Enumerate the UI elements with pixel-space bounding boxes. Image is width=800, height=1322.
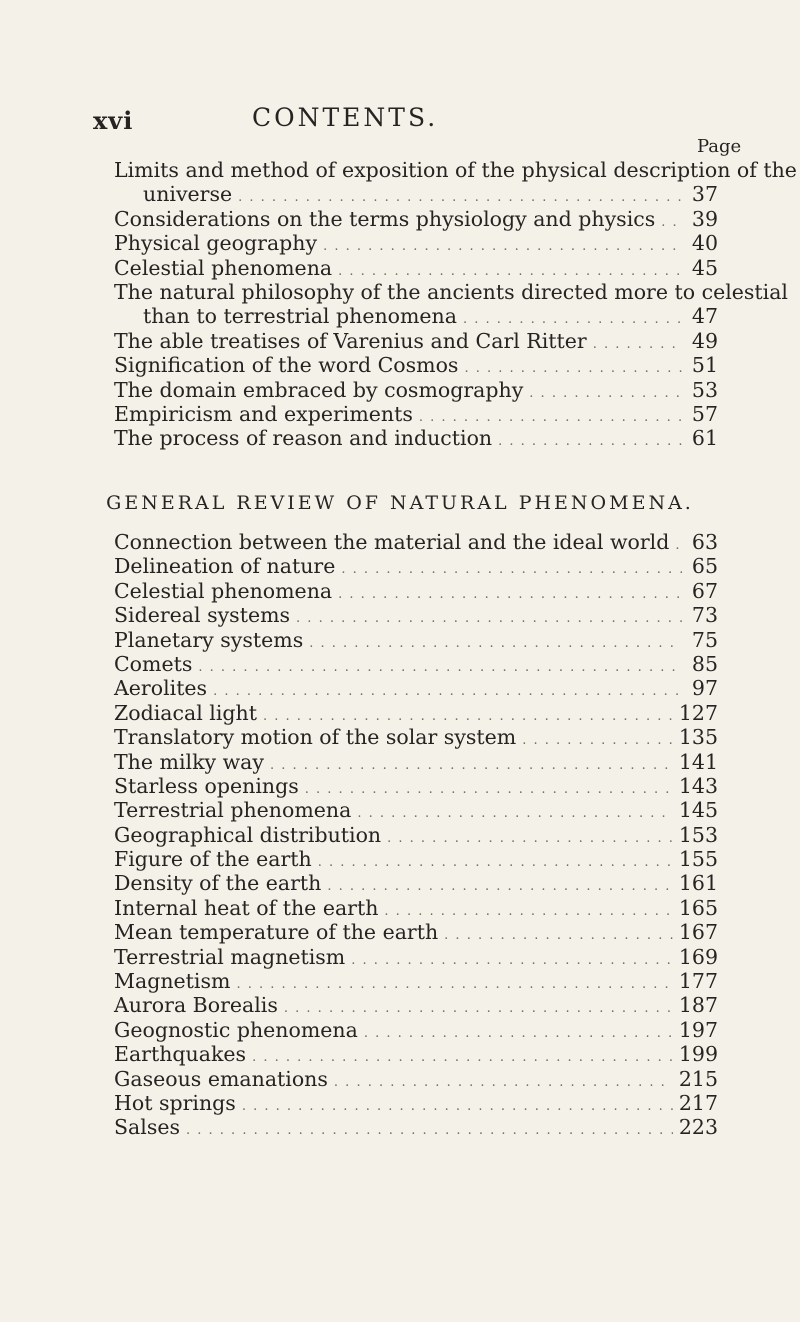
toc-page-number: 65 [691, 554, 718, 579]
toc-page-number: 127 [678, 700, 718, 725]
dot-leader [318, 851, 673, 875]
dot-leader [675, 534, 682, 558]
toc-entry [114, 1115, 718, 1139]
toc-page-number: 155 [678, 847, 718, 872]
dot-leader [198, 656, 682, 680]
toc-page-number: 153 [678, 822, 718, 847]
toc-entry [114, 579, 718, 603]
toc-page-number: 215 [678, 1066, 718, 1091]
toc-entry-title: Comets [114, 651, 193, 676]
toc-entry-title: Magnetism [114, 969, 231, 994]
toc-part-1 [114, 158, 797, 451]
toc-entry-title: Hot springs [114, 1090, 236, 1115]
dot-leader [305, 778, 673, 802]
dot-leader [387, 827, 673, 851]
section-heading: GENERAL REVIEW OF NATURAL PHENOMENA. [106, 492, 694, 514]
toc-entry [114, 530, 718, 554]
dot-leader [444, 924, 673, 948]
toc-entry [114, 993, 718, 1017]
dot-leader [522, 729, 673, 753]
toc-entry-title: Earthquakes [114, 1042, 247, 1067]
toc-entry [114, 920, 718, 944]
toc-entry: The domain embraced by cosmography . . . 53 [114, 378, 718, 402]
toc-entry-title: Aurora Borealis [114, 993, 278, 1018]
toc-page-number: 167 [678, 920, 718, 945]
toc-entry: than to terrestrial phenomena . . . 47 [114, 304, 718, 328]
toc-entry-title-line: The natural philosophy of the ancients directed more to celestial [114, 279, 788, 304]
toc-entry-title: Internal heat of the earth [114, 895, 379, 920]
toc-entry: Signification of the word Cosmos . . . 51 [114, 353, 718, 377]
toc-entry [114, 969, 718, 993]
toc-entry: The able treatises of Varenius and Carl Ritter . . . 49 [114, 329, 718, 353]
toc-entry-title: Geographical distribution [114, 822, 382, 847]
dot-leader [364, 1022, 673, 1046]
dot-leader [327, 875, 673, 899]
toc-page-number: 169 [678, 944, 718, 969]
toc-entry [114, 1018, 718, 1042]
toc-entry-title: Density of the earth [114, 871, 322, 896]
toc-entry: The process of reason and induction . . . 61 [114, 426, 718, 450]
toc-entry: Empiricism and experiments . . . 57 [114, 402, 718, 426]
toc-entry-title: The milky way [114, 749, 264, 774]
toc-entry [114, 798, 718, 822]
toc-entry-title: Starless openings [114, 773, 299, 798]
dot-leader [309, 632, 682, 656]
toc-entry-title: Terrestrial phenomena [114, 798, 352, 823]
dot-leader [186, 1119, 673, 1143]
toc-entry [114, 554, 718, 578]
toc-entry [114, 1067, 718, 1091]
toc-entry-title: Salses [114, 1115, 180, 1140]
toc-entry-title: Translatory motion of the solar system [114, 725, 517, 750]
toc-entry-title: Gaseous emanations [114, 1066, 328, 1091]
dot-leader [296, 607, 682, 631]
toc-page-number: 85 [691, 651, 718, 676]
toc-entry [114, 676, 718, 700]
toc-entry-title: Figure of the earth [114, 847, 312, 872]
toc-page-number: 187 [678, 993, 718, 1018]
toc-entry-title: Aerolites [114, 676, 208, 701]
toc-entry-title: Geognostic phenomena [114, 1017, 358, 1042]
running-head: CONTENTS. [252, 103, 439, 132]
toc-entry [114, 750, 718, 774]
toc-page-number: 67 [691, 578, 718, 603]
toc-entry [114, 774, 718, 798]
toc-entry [114, 1042, 718, 1066]
toc-page-number: 197 [678, 1017, 718, 1042]
dot-leader [236, 973, 672, 997]
toc-page-number: 161 [678, 871, 718, 896]
dot-leader [338, 583, 682, 607]
toc-entry-title: Terrestrial magnetism [114, 944, 346, 969]
page-number: xvi [93, 106, 134, 135]
toc-entry: Physical geography . . . 40 [114, 231, 718, 255]
toc-entry [114, 603, 718, 627]
toc-page-number: 135 [678, 725, 718, 750]
toc-page-number: 217 [678, 1090, 718, 1115]
toc-entry [114, 896, 718, 920]
toc-entry [114, 628, 718, 652]
toc-page-number: 73 [691, 603, 718, 628]
toc-page-number: 97 [691, 676, 718, 701]
dot-leader [270, 754, 673, 778]
toc-entry-title-line: Limits and method of exposition of the physical description of the [114, 158, 797, 182]
toc-entry-title: Planetary systems [114, 627, 304, 652]
toc-page-number: 143 [678, 773, 718, 798]
dot-leader [334, 1071, 673, 1095]
dot-leader [213, 680, 682, 704]
toc-entry [114, 871, 718, 895]
dot-leader [357, 802, 673, 826]
dot-leader [242, 1095, 673, 1119]
toc-entry [114, 847, 718, 871]
toc-entry [114, 1091, 718, 1115]
toc-entry [114, 725, 718, 749]
toc-page-number: 223 [678, 1115, 718, 1140]
toc-page-number: 141 [678, 749, 718, 774]
toc-entry: Celestial phenomena . . . 45 [114, 256, 718, 280]
toc-page-number: 177 [678, 969, 718, 994]
toc-part-2 [114, 530, 718, 1140]
page-column-label: Page [697, 136, 742, 157]
dot-leader [351, 949, 673, 973]
toc-page-number: 75 [691, 627, 718, 652]
toc-entry-title: Sidereal systems [114, 603, 291, 628]
toc-page-number: 165 [678, 895, 718, 920]
toc-entry-title: Zodiacal light [114, 700, 257, 725]
toc-entry: universe . . . 37 [114, 182, 718, 206]
toc-page-number: 145 [678, 798, 718, 823]
toc-page-number: 37 [691, 182, 718, 207]
toc-entry: Considerations on the terms physiology and physics . . . 39 [114, 207, 718, 231]
toc-page-number: 63 [691, 530, 718, 554]
toc-entry [114, 701, 718, 725]
toc-entry-title: Mean temperature of the earth [114, 920, 439, 945]
toc-entry-title: Celestial phenomena [114, 578, 333, 603]
dot-leader [341, 558, 682, 582]
toc-entry [114, 823, 718, 847]
toc-entry [114, 945, 718, 969]
toc-entry-title: Connection between the material and the ideal world [114, 530, 670, 554]
toc-entry [114, 652, 718, 676]
toc-entry-title: Delineation of nature [114, 554, 336, 579]
toc-page-number: 199 [678, 1042, 718, 1067]
